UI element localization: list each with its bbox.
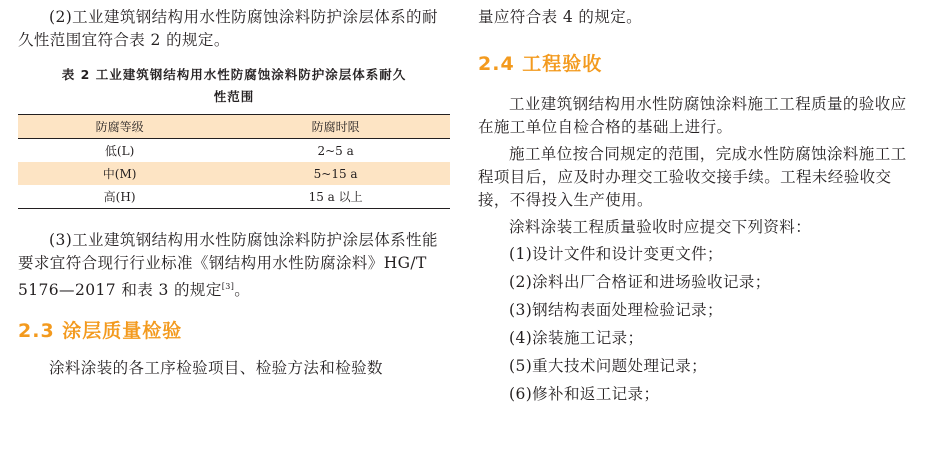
header-grade: 防腐等级 xyxy=(95,120,144,134)
paragraph: 涂料涂装工程质量验收时应提交下列资料： xyxy=(509,218,812,236)
cell-duration: 2~5 a xyxy=(317,143,354,158)
list-item: (3)钢结构表面处理检验记录； xyxy=(509,301,723,319)
list-item: (2)涂料出厂合格证和进场验收记录； xyxy=(509,273,771,291)
paragraph: 工业建筑钢结构用水性防腐蚀涂料施工工程质量的验收应在施工单位自检合格的基础上进行。 xyxy=(478,95,907,136)
document-list xyxy=(478,243,914,406)
cell-grade: 高(H) xyxy=(103,190,136,204)
cell-grade: 低(L) xyxy=(104,144,135,158)
paragraph-text: (3)工业建筑钢结构用水性防腐蚀涂料防护涂层体系性能要求宜符合现行行业标准《钢结构用水性防腐涂料》HG/T 5176—2017 和表 3 的规定 xyxy=(18,231,438,300)
table-caption-line2: 性范围 xyxy=(213,89,255,104)
cell-duration: 5~15 a xyxy=(313,166,358,181)
durability-table xyxy=(18,114,450,209)
reference-mark: [3] xyxy=(221,282,235,291)
list-item: (1)设计文件和设计变更文件； xyxy=(509,245,723,263)
table-caption xyxy=(18,64,450,108)
cell-duration: 15 a 以上 xyxy=(308,190,363,204)
left-column xyxy=(18,0,450,380)
list-item: (4)涂装施工记录； xyxy=(509,329,644,347)
cell-grade: 中(M) xyxy=(102,167,137,181)
table-caption-line1: 表 2 工业建筑钢结构用水性防腐蚀涂料防护涂层体系耐久 xyxy=(61,67,407,82)
right-column xyxy=(478,0,914,406)
table-row xyxy=(18,162,450,185)
section-heading: 2.3 涂层质量检验 xyxy=(18,320,183,343)
list-item: (5)重大技术问题处理记录； xyxy=(509,357,708,375)
paragraph-end: 。 xyxy=(234,281,251,300)
table-header-row xyxy=(18,115,450,139)
paragraph xyxy=(18,229,450,302)
table-row xyxy=(18,185,450,209)
paragraph: (2)工业建筑钢结构用水性防腐蚀涂料防护涂层体系的耐久性范围宜符合表 2 的规定。 xyxy=(18,8,438,49)
table-row xyxy=(18,139,450,163)
list-item: (6)修补和返工记录； xyxy=(509,385,660,403)
paragraph: 涂料涂装的各工序检验项目、检验方法和检验数 xyxy=(49,359,383,378)
section-heading: 2.4 工程验收 xyxy=(478,53,603,75)
header-duration: 防腐时限 xyxy=(311,120,360,134)
paragraph: 量应符合表 4 的规定。 xyxy=(478,8,643,26)
paragraph: 施工单位按合同规定的范围，完成水性防腐蚀涂料施工工程项目后，应及时办理交工验收交接手续。工程未经验收交接，不得投入生产使用。 xyxy=(478,145,907,209)
